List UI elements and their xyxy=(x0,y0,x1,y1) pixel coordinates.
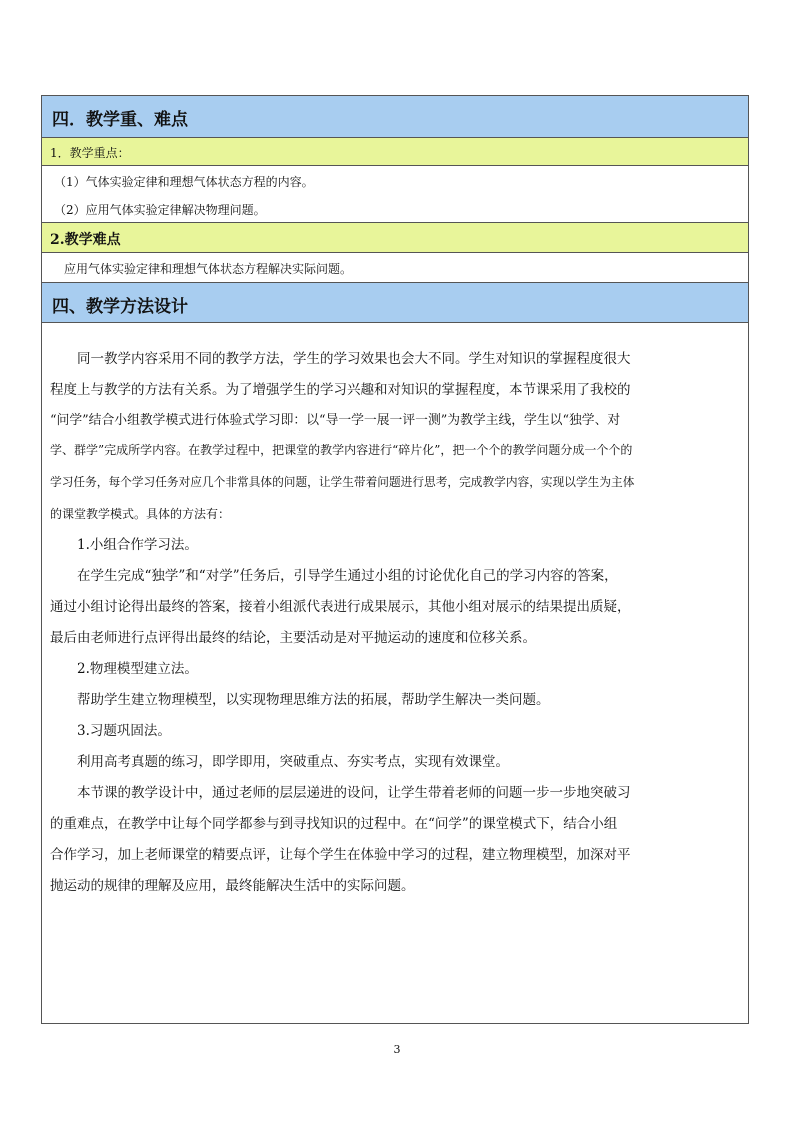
method1-line: 在学生完成“独学”和“对学”任务后，引导学生通过小组的讨论优化自己的学习内容的答案， xyxy=(77,568,618,584)
method3-text: 利用高考真题的练习，即学即用，突破重点、夯实考点，实现有效课堂。 xyxy=(77,754,509,770)
page-number: 3 xyxy=(393,1043,401,1056)
intro-line: 学、群学”完成所学内容。在教学过程中，把课堂的教学内容进行“碎片化”，把一个个的教学问题分成一个个的 xyxy=(50,443,633,457)
method2-text: 帮助学生建立物理模型，以实现物理思维方法的拓展，帮助学生解决一类问题。 xyxy=(77,692,550,708)
difficulty-header xyxy=(42,223,748,253)
key-points-list xyxy=(42,166,748,223)
methods-body xyxy=(42,339,748,1023)
intro-line: 学习任务，每个学习任务对应几个非常具体的问题，让学生带着问题进行思考，完成教学内容，实现以学生为主体 xyxy=(50,475,635,489)
intro-line: 程度上与教学的方法有关系。为了增强学生的学习兴趣和对知识的掌握程度，本节课采用了我校的 xyxy=(50,382,631,398)
intro-line: 同一教学内容采用不同的教学方法，学生的学习效果也会大不同。学生对知识的掌握程度很大 xyxy=(77,351,631,367)
key-point-item: （1）气体实验定律和理想气体状态方程的内容。 xyxy=(54,175,314,189)
difficulty-label: 2.教学难点 xyxy=(50,232,121,248)
summary-line: 抛运动的规律的理解及应用，最终能解决生活中的实际问题。 xyxy=(50,878,415,894)
difficulty-text: 应用气体实验定律和理想气体状态方程解决实际问题。 xyxy=(64,262,353,276)
section4-header xyxy=(42,96,748,138)
summary-line: 本节课的教学设计中，通过老师的层层递进的设问，让学生带着老师的问题一步一步地突破习 xyxy=(77,785,631,801)
methods-header xyxy=(42,283,748,323)
key-points-label: 1．教学重点： xyxy=(50,146,130,160)
lesson-plan-table xyxy=(41,95,749,1024)
method1-title: 1.小组合作学习法。 xyxy=(77,537,198,553)
method2-title: 2.物理模型建立法。 xyxy=(77,661,198,677)
summary-line: 的重难点，在教学中让每个同学都参与到寻找知识的过程中。在“问学”的课堂模式下，结合小组 xyxy=(50,816,618,832)
key-point-item: （2）应用气体实验定律解决物理问题。 xyxy=(54,203,266,217)
method3-title: 3.习题巩固法。 xyxy=(77,723,171,739)
methods-title: 四、教学方法设计 xyxy=(52,297,188,317)
intro-line: 的课堂教学模式。具体的方法有： xyxy=(50,507,231,521)
section4-title: 四．教学重、难点 xyxy=(52,110,188,130)
method1-line: 通过小组讨论得出最终的答案，接着小组派代表进行成果展示，其他小组对展示的结果提出质疑， xyxy=(50,599,631,615)
key-points-header xyxy=(42,138,748,166)
summary-line: 合作学习，加上老师课堂的精要点评，让每个学生在体验中学习的过程，建立物理模型，加深对平 xyxy=(50,847,631,863)
intro-line: “问学”结合小组教学模式进行体验式学习即：以“导一学一展一评一测”为教学主线，学生以“独学、对 xyxy=(50,413,621,428)
method1-line: 最后由老师进行点评得出最终的结论，主要活动是对平抛运动的速度和位移关系。 xyxy=(50,630,536,646)
difficulty-content xyxy=(42,253,748,283)
